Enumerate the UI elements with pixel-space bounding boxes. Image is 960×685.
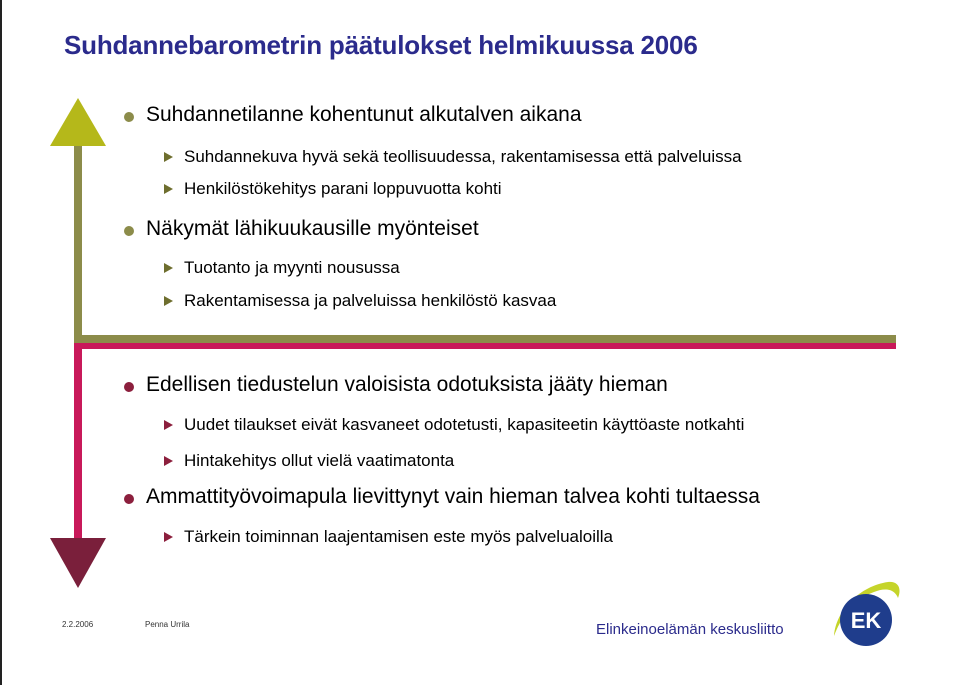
sub-bullet-text: Tärkein toiminnan laajentamisen este myös palvelualoilla: [184, 527, 614, 546]
bullet-4: [146, 485, 760, 509]
sub-bullet-2-2: [184, 291, 556, 311]
footer-date: 2.2.2006: [62, 620, 94, 629]
sub-bullet-text: Uudet tilaukset eivät kasvaneet odotetusti, kapasiteetin käyttöaste notkahti: [184, 415, 745, 434]
bullet-2: [146, 217, 479, 241]
sub-bullet-1-1: [184, 147, 742, 167]
sub-bullet-text: Tuotanto ja myynti nousussa: [184, 258, 400, 277]
sub-bullet-text: Rakentamisessa ja palveluissa henkilöstö kasvaa: [184, 291, 557, 310]
organization-name: Elinkeinoelämän keskusliitto: [596, 621, 784, 638]
bullet-text: Edellisen tiedustelun valoisista odotuksista jääty hieman: [146, 373, 668, 396]
sub-bullet-2-1: [184, 258, 400, 278]
sub-bullet-3-1: [184, 415, 744, 435]
bullet-text: Näkymät lähikuukausille myönteiset: [146, 217, 479, 240]
sub-bullet-1-2: [184, 179, 502, 199]
footer-author: Penna Urrila: [145, 620, 190, 629]
slide-title: Suhdannebarometrin päätulokset helmikuussa 2006: [64, 30, 698, 60]
bullet-text: Ammattityövoimapula lievittynyt vain hieman talvea kohti tultaessa: [146, 485, 760, 508]
bullet-text: Suhdannetilanne kohentunut alkutalven aikana: [146, 103, 582, 126]
bullet-dot-icon: [124, 382, 134, 392]
sub-bullet-triangle-icon: [164, 296, 173, 306]
sub-bullet-triangle-icon: [164, 420, 173, 430]
bullet-dot-icon: [124, 112, 134, 122]
bullet-3: [146, 373, 668, 397]
sub-bullet-triangle-icon: [164, 184, 173, 194]
sub-bullet-triangle-icon: [164, 456, 173, 466]
sub-bullet-triangle-icon: [164, 532, 173, 542]
bullet-dot-icon: [124, 226, 134, 236]
bullet-1: [146, 103, 582, 127]
sub-bullet-text: Henkilöstökehitys parani loppuvuotta kohti: [184, 179, 502, 198]
bullet-dot-icon: [124, 494, 134, 504]
logo-text: EK: [850, 608, 882, 633]
ek-logo-icon: [826, 580, 902, 648]
sub-bullet-text: Hintakehitys ollut vielä vaatimatonta: [184, 451, 455, 470]
sub-bullet-3-2: [184, 451, 454, 471]
sub-bullet-triangle-icon: [164, 263, 173, 273]
sub-bullet-triangle-icon: [164, 152, 173, 162]
sub-bullet-text: Suhdannekuva hyvä sekä teollisuudessa, rakentamisessa että palveluissa: [184, 147, 742, 166]
sub-bullet-4-1: [184, 527, 613, 547]
